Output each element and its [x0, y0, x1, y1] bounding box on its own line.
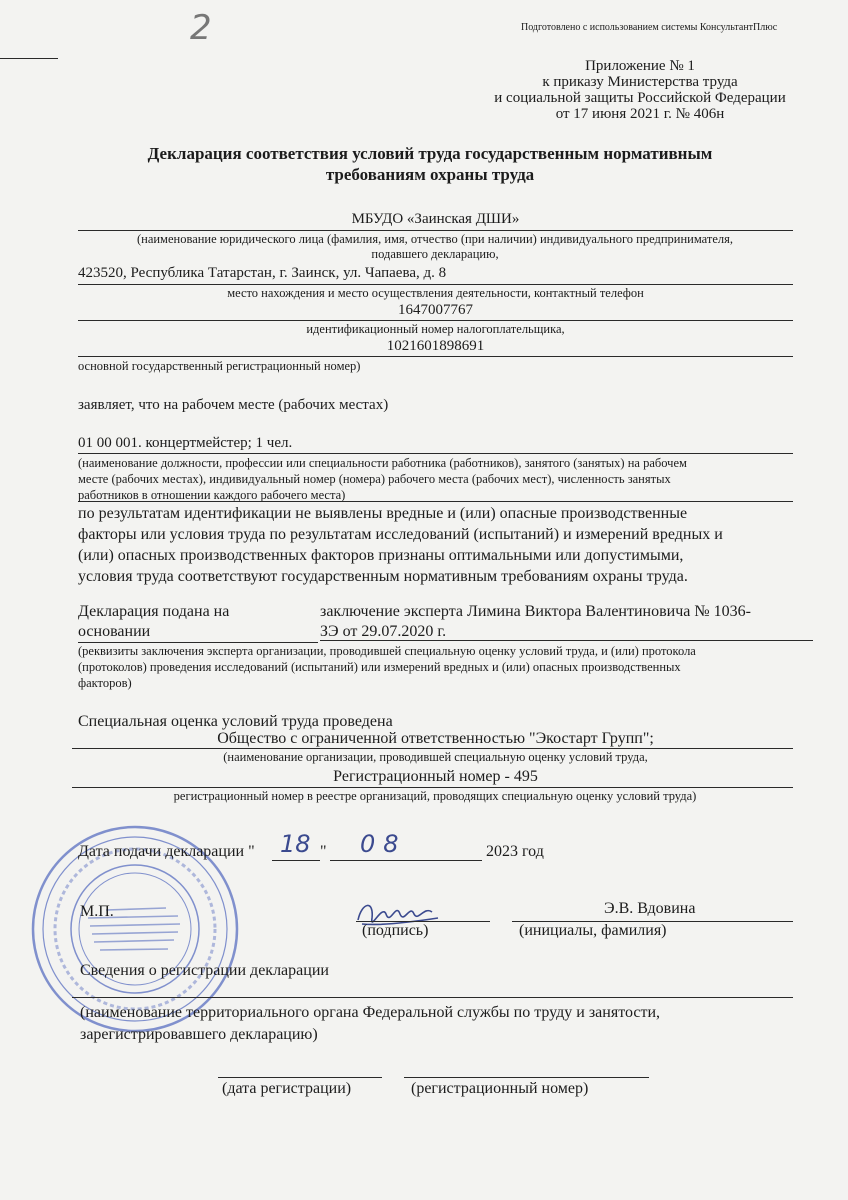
submission-quote: " [320, 843, 327, 860]
org-address: 423520, Республика Татарстан, г. Заинск, ул. Чапаева, д. 8 [78, 265, 447, 281]
assessment-reg-line [72, 787, 793, 788]
workplace-caption-line [78, 501, 793, 502]
title-line: Декларация соответствия условий труда государственным нормативным [147, 144, 713, 163]
ogrn-line [78, 356, 793, 357]
declares-text: заявляет, что на рабочем месте (рабочих местах) [78, 397, 389, 413]
appendix-line: Приложение № 1 [585, 58, 695, 74]
body-line: факторы или условия труда по результатам исследований (испытаний) и измерений вредных и [78, 526, 723, 543]
top-left-dash [0, 58, 58, 59]
signer-name: Э.В. Вдовина [604, 900, 696, 917]
caption-line: месте (рабочих местах), индивидуальный номер (номера) рабочего места (рабочих мест), численность занятых [78, 472, 671, 486]
caption-line: подавшего декларацию, [371, 247, 499, 261]
caption-line: (реквизиты заключения эксперта организации, проводившей специальную оценку условий труда, и (или) протокола [78, 644, 696, 658]
caption-line: факторов) [78, 676, 132, 690]
assessment-org-caption: (наименование организации, проводившей специальную оценку условий труда, [223, 750, 648, 764]
caption-line: (наименование территориального органа Федеральной службы по труду и занятости, [80, 1004, 661, 1021]
org-inn: 1647007767 [398, 302, 473, 318]
inn-caption: идентификационный номер налогоплательщика, [306, 322, 565, 336]
basis-label [78, 602, 229, 642]
day-line [272, 860, 320, 861]
submission-year: 2023 год [486, 843, 544, 860]
reg-number-line [404, 1077, 649, 1078]
basis-value-line: заключение эксперта Лимина Виктора Валентиновича № 1036- [320, 603, 751, 620]
basis-value-line: ЗЭ от 29.07.2020 г. [320, 623, 447, 640]
system-note: Подготовлено с использованием системы КонсультантПлюс [521, 22, 778, 33]
basis-value-line [320, 640, 813, 641]
appendix-line: к приказу Министерства труда [542, 74, 738, 90]
registration-caption [80, 1002, 660, 1046]
org-name-line [78, 230, 793, 231]
submission-label: Дата подачи декларации " [78, 843, 255, 860]
assessment-reg-caption: регистрационный номер в реестре организаций, проводящих специальную оценку условий труда) [173, 789, 697, 803]
registration-line [72, 997, 793, 998]
registration-label: Сведения о регистрации декларации [80, 962, 329, 979]
mp-label: М.П. [80, 903, 114, 920]
org-name-caption [70, 232, 800, 262]
caption-line: работников в отношении каждого рабочего места) [78, 488, 346, 502]
workplace-line [78, 453, 793, 454]
caption-line: (наименование юридического лица (фамилия, имя, отчество (при наличии) индивидуального предпринимателя, [136, 232, 734, 246]
inn-line [78, 320, 793, 321]
page-title [60, 143, 800, 185]
assessment-org: Общество с ограниченной ответственностью "Экостарт Групп"; [217, 730, 654, 747]
caption-line: (наименование должности, профессии или специальности работника (работников), занятого (занятых) на рабочем [78, 456, 687, 470]
appendix-block [490, 58, 790, 122]
org-ogrn: 1021601898691 [386, 338, 485, 354]
appendix-line: от 17 июня 2021 г. № 406н [555, 106, 725, 122]
basis-label-line: основании [78, 623, 151, 640]
month-line [330, 860, 482, 861]
title-line: требованиям охраны труда [325, 165, 535, 184]
assessment-org-line [72, 748, 793, 749]
basis-label-line: Декларация подана на [78, 603, 230, 620]
signature-caption: (подпись) [362, 922, 429, 939]
body-line: по результатам идентификации не выявлены вредные и (или) опасные производственные [78, 505, 688, 522]
statement-body [78, 503, 723, 587]
caption-line: (протоколов) проведения исследований (испытаний) или измерений вредных и (или) опасных производственных [78, 660, 681, 674]
address-caption: место нахождения и место осуществления деятельности, контактный телефон [227, 286, 644, 300]
basis-caption [78, 643, 696, 691]
ogrn-caption: основной государственный регистрационный номер) [78, 359, 361, 373]
address-line [78, 284, 793, 285]
workplace-caption [78, 455, 687, 503]
body-line: (или) опасных производственных факторов признаны оптимальными или допустимыми, [78, 547, 684, 564]
reg-date-line [218, 1077, 382, 1078]
assessment-reg: Регистрационный номер - 495 [333, 768, 538, 785]
caption-line: зарегистрировавшего декларацию) [80, 1026, 318, 1043]
handwritten-page-number: 2 [190, 8, 212, 48]
signer-name-caption: (инициалы, фамилия) [519, 922, 667, 939]
appendix-line: и социальной защиты Российской Федерации [494, 90, 786, 106]
basis-value [320, 602, 751, 642]
submission-day: 18 [280, 830, 311, 858]
submission-month: 08 [360, 830, 407, 858]
assessment-label: Специальная оценка условий труда проведена [78, 713, 393, 730]
reg-date-caption: (дата регистрации) [222, 1080, 352, 1097]
workplace-value: 01 00 001. концертмейстер; 1 чел. [78, 435, 293, 451]
org-name: МБУДО «Заинская ДШИ» [351, 211, 520, 227]
body-line: условия труда соответствуют государственным нормативным требованиям охраны труда. [78, 568, 688, 585]
reg-number-caption: (регистрационный номер) [411, 1080, 589, 1097]
